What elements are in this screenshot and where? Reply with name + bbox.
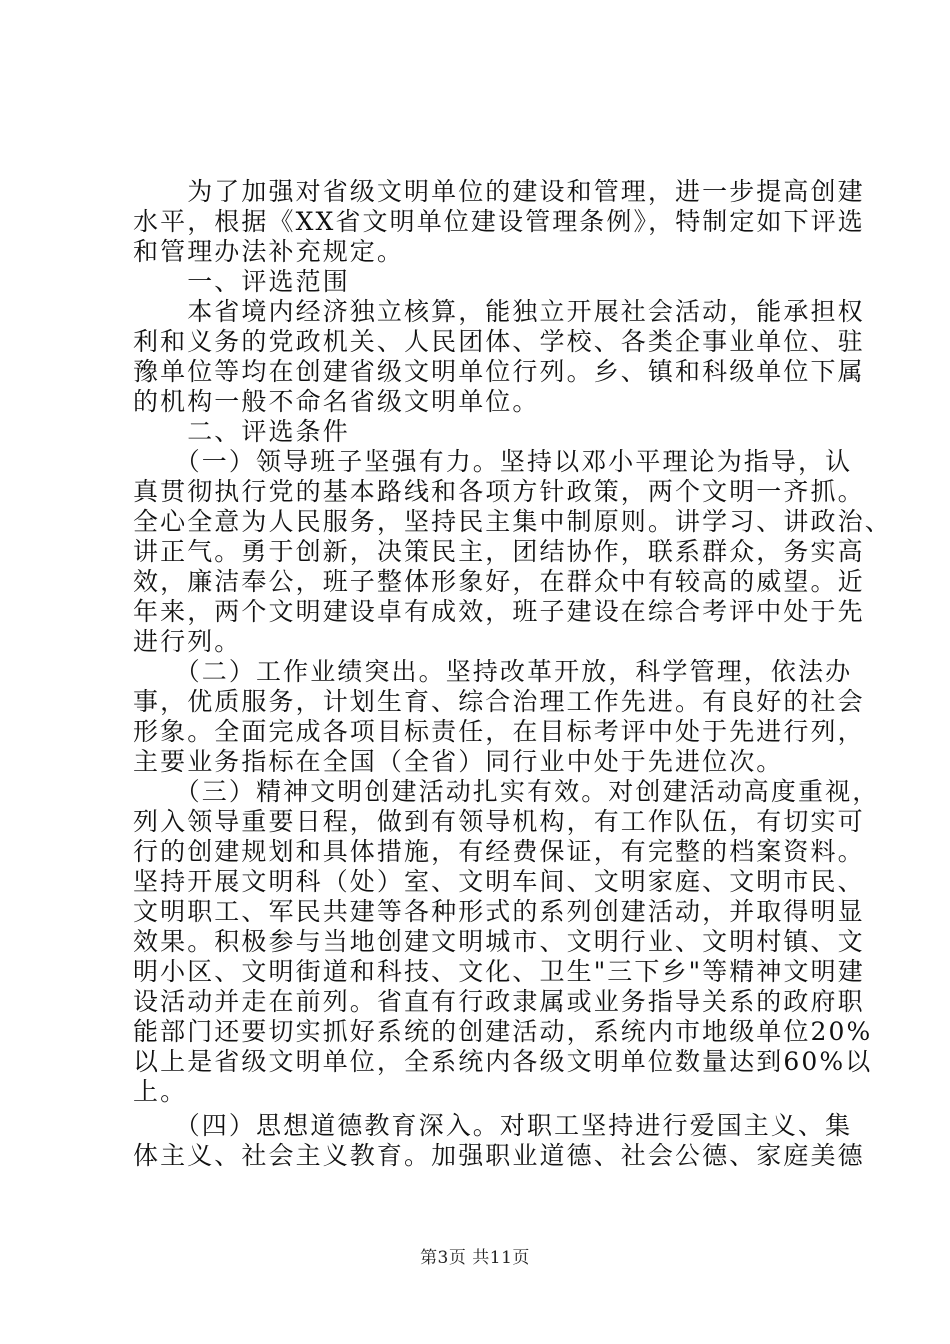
text-line: 主要业务指标在全国（全省）同行业中处于先进位次。 [133,747,784,776]
text-line: 全心全意为人民服务，坚持民主集中制原则。讲学习、讲政治、 [133,507,892,536]
text-line: 效果。积极参与当地创建文明城市、文明行业、文明村镇、文 [133,927,865,956]
text-line: 上。 [133,1077,188,1106]
text-line: 以上是省级文明单位，全系统内各级文明单位数量达到60%以 [133,1047,873,1076]
text-line: 明小区、文明街道和科技、文化、卫生"三下乡"等精神文明建 [133,957,865,986]
text-line: 能部门还要切实抓好系统的创建活动，系统内市地级单位20% [133,1017,873,1046]
text-line: 坚持开展文明科（处）室、文明车间、文明家庭、文明市民、 [133,867,865,896]
text-line: 为了加强对省级文明单位的建设和管理，进一步提高创建 [133,177,865,206]
text-line: 列入领导重要日程，做到有领导机构，有工作队伍，有切实可 [133,807,865,836]
document-body [133,177,892,1171]
text-line: 文明职工、军民共建等各种形式的系列创建活动，并取得明显 [133,897,865,926]
text-line: 行的创建规划和具体措施，有经费保证，有完整的档案资料。 [133,837,865,866]
text-line: 年来，两个文明建设卓有成效，班子建设在综合考评中处于先 [133,597,865,626]
text-line: 事，优质服务，计划生育、综合治理工作先进。有良好的社会 [133,687,865,716]
text-line: 利和义务的党政机关、人民团体、学校、各类企事业单位、驻 [133,327,865,356]
text-line: （一）领导班子坚强有力。坚持以邓小平理论为指导，认 [133,447,853,476]
text-line: 形象。全面完成各项目标责任，在目标考评中处于先进行列， [133,717,865,746]
section-heading: 二、评选条件 [133,417,350,446]
text-line: 水平，根据《XX省文明单位建设管理条例》，特制定如下评选 [133,207,865,236]
text-line: 本省境内经济独立核算，能独立开展社会活动，能承担权 [133,297,865,326]
text-line: （三）精神文明创建活动扎实有效。对创建活动高度重视， [133,777,880,806]
text-line: （二）工作业绩突出。坚持改革开放，科学管理，依法办 [133,657,853,686]
text-line: 的机构一般不命名省级文明单位。 [133,387,540,416]
text-line: 体主义、社会主义教育。加强职业道德、社会公德、家庭美德 [133,1141,865,1170]
text-line: 设活动并走在前列。省直有行政隶属或业务指导关系的政府职 [133,987,865,1016]
text-line: 进行列。 [133,627,242,656]
text-line: 豫单位等均在创建省级文明单位行列。乡、镇和科级单位下属 [133,357,865,386]
text-line: 效，廉洁奉公，班子整体形象好，在群众中有较高的威望。近 [133,567,865,596]
text-line: 真贯彻执行党的基本路线和各项方针政策，两个文明一齐抓。 [133,477,865,506]
text-line: （四）思想道德教育深入。对职工坚持进行爱国主义、集 [133,1111,853,1140]
text-line: 和管理办法补充规定。 [133,237,405,266]
page-number-footer: 第3页 共11页 [420,1248,530,1268]
section-heading: 一、评选范围 [133,267,350,296]
text-line: 讲正气。勇于创新，决策民主，团结协作，联系群众，务实高 [133,537,865,566]
